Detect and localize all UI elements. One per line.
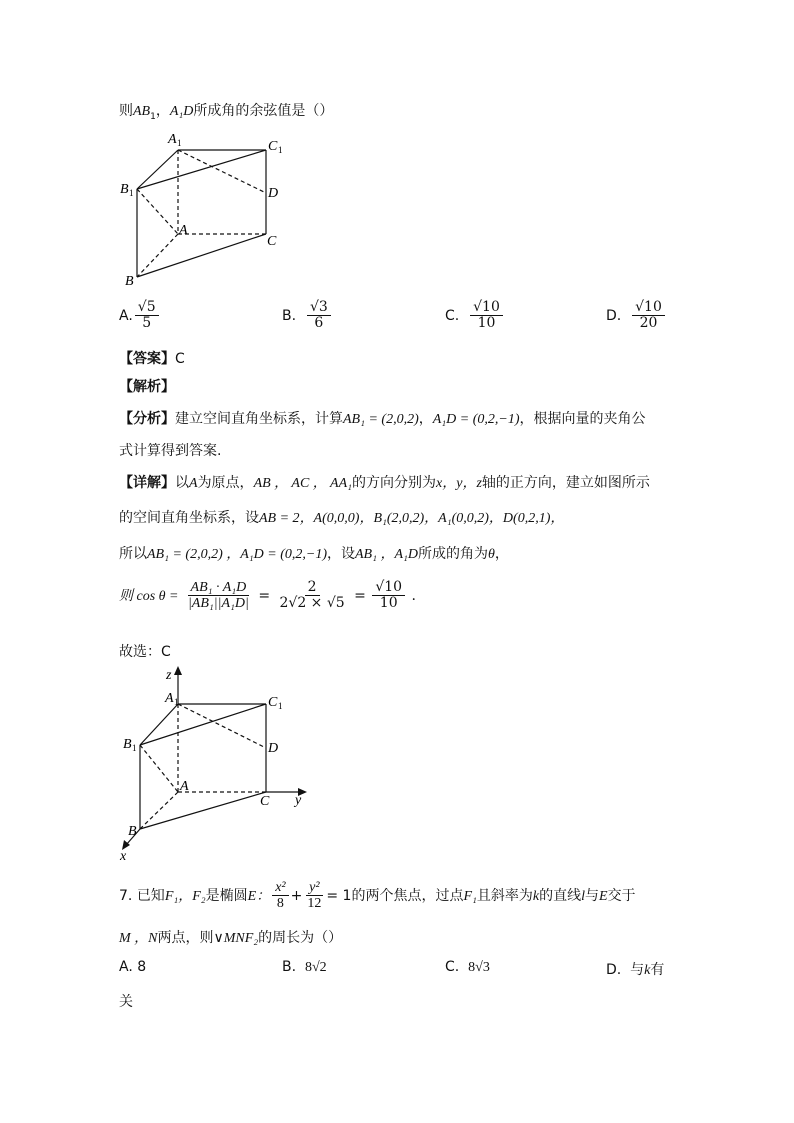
xiangjie-line3: 所以AB₁ = (2,0,2) ，A₁D = (0,2,−1)，设AB₁ ，A₁D所成的角为θ， bbox=[119, 546, 509, 562]
prism-figure-2 bbox=[112, 664, 312, 864]
svg-text:1: 1 bbox=[174, 697, 179, 707]
label2-c1: C bbox=[268, 695, 278, 710]
answer-line: 【答案】C bbox=[119, 351, 185, 367]
analysis-tag: 【解析】 bbox=[119, 379, 175, 395]
svg-text:1: 1 bbox=[132, 743, 137, 753]
label2-a1: A bbox=[165, 691, 174, 706]
option-c: C. $\frac{√10}{10}$ bbox=[445, 300, 505, 332]
label2-b: B bbox=[128, 824, 137, 839]
label-c: C bbox=[267, 234, 277, 249]
fenxi-line2: 式计算得到答案. bbox=[119, 443, 222, 459]
axis-y-label: y bbox=[295, 793, 302, 808]
option-b: B. $\frac{√3}{6}$ bbox=[282, 300, 333, 332]
svg-text:1: 1 bbox=[278, 701, 283, 711]
axis-x-label: x bbox=[120, 849, 127, 864]
label-b1: B bbox=[120, 182, 129, 197]
q7-option-b: B. 8√2 bbox=[282, 959, 327, 975]
label-d: D bbox=[268, 186, 279, 201]
fenxi-line1: 【分析】建立空间直角坐标系，计算AB₁ = (2,0,2)，A₁D = (0,2,−1)，根据向量的夹角公 bbox=[119, 411, 646, 427]
q7-line2: M ，N两点，则∨MNF₂的周长为（） bbox=[119, 930, 343, 946]
label2-b1: B bbox=[123, 737, 132, 752]
label-c1: C bbox=[268, 139, 278, 154]
label2-c: C bbox=[260, 794, 270, 809]
svg-text:1: 1 bbox=[177, 138, 182, 148]
label-a1: A bbox=[168, 132, 177, 147]
label-a: A bbox=[179, 223, 188, 238]
cos-formula: 则 cos θ = $\frac{\text{AB₁ · A₁D}}{\text{|AB₁||A₁D|}}$ = $\frac{2}{2√2 \times √5}$ = $\frac{√10}{10}$ . bbox=[119, 579, 416, 612]
svg-text:1: 1 bbox=[129, 188, 134, 198]
xiangjie-line1: 【详解】以A为原点，AB ， AC ， AA₁的方向分别为x，y，z轴的正方向，建立如图所示 bbox=[119, 475, 650, 491]
q6-stem: 则$AB_1$，A₁D所成角的余弦值是（） bbox=[119, 103, 334, 122]
q7-option-c: C. 8√3 bbox=[445, 959, 490, 975]
label2-a: A bbox=[180, 779, 189, 794]
q7-line1: 7. 已知F₁，F₂是椭圆E： $\frac{\text{x²}}{8}$ + $\frac{\text{y²}}{12}$ = 1的两个焦点，过点F₁且斜率为k的直线l与E交于 bbox=[119, 880, 636, 912]
q7-option-d-wrap: 关 bbox=[119, 994, 133, 1010]
svg-text:1: 1 bbox=[278, 145, 283, 155]
prism-figure-1 bbox=[115, 128, 295, 288]
choose-line: 故选：C bbox=[119, 644, 171, 660]
label-b: B bbox=[125, 274, 134, 288]
axis-z-label: z bbox=[166, 668, 172, 683]
q7-option-a: A. 8 bbox=[119, 959, 147, 975]
option-a: A. $\frac{√5}{5}$ bbox=[119, 300, 161, 332]
label2-d: D bbox=[268, 741, 279, 756]
option-d: D. $\frac{√10}{20}$ bbox=[606, 300, 667, 332]
xiangjie-line2: 的空间直角坐标系，设AB = 2，A(0,0,0)，B₁(2,0,2)，A₁(0,0,2)，D(0,2,1)， bbox=[119, 510, 565, 526]
q7-option-d: D. 与k有 bbox=[606, 962, 665, 978]
